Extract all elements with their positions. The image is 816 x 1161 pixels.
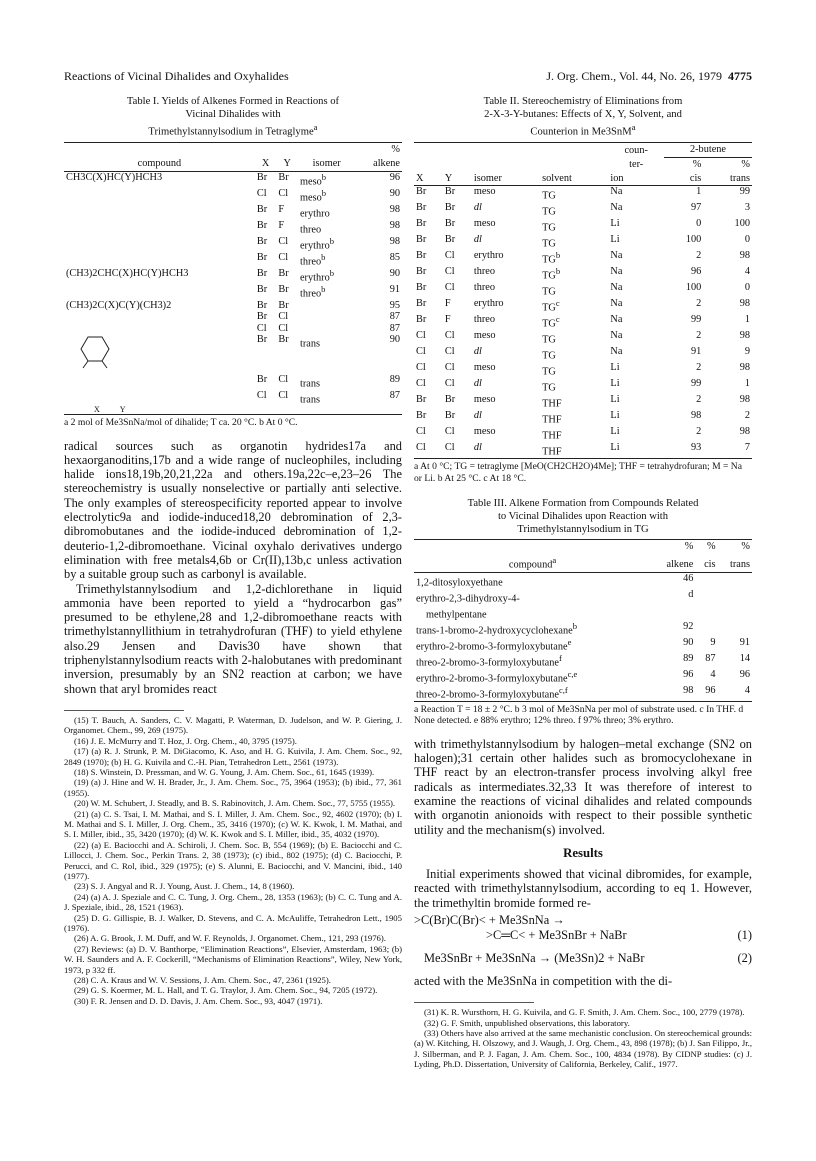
reference-item: (16) J. E. McMurry and T. Hoz, J. Org. Chem., 40, 3795 (1975).: [74, 735, 297, 746]
reference-item: (18) S. Winstein, D. Pressman, and W. G. Young, J. Am. Chem. Soc., 61, 1645 (1939).: [74, 766, 375, 777]
table-row: Br Cl erythro $TG^b$ Na 2 98: [416, 250, 750, 266]
reference-item: (23) S. J. Angyal and R. J. Young, Aust. J. Chem., 14, 8 (1960).: [74, 881, 295, 892]
reference-item: (33) Others have also arrived at the same mechanistic conclusion. On stereochemical grounds: (a) W. Kitching, H. Olszowy, and J. Waugh, J. Org. Chem., 43, 898 (1978); (b) J. San Filippo, Jr., J. Silberman, and P. J. Fagan, J. Am. Chem. Soc., 100, 4834 (1978). By CIDNP studies: (c) J. Lyding, Ph.D. Dissertation, University of California, Berkeley, Calif., 1977.: [414, 1027, 752, 1070]
table-row: threo-2-bromo-3-formyloxybutane$^{c,f}$ 98 96 4: [416, 684, 750, 701]
table1-caption: Table I. Yields of Alkenes Formed in Reactions of Vicinal Dihalides with Trimethylstannylsodium in Tetraglyme$^a$: [126, 96, 340, 138]
table-row: Br Cl erythro$^b$ 98: [256, 235, 400, 251]
table-row: Cl Cl trans 87: [256, 390, 400, 406]
table-row: Br Cl threo $TG^b$ Na 96 4: [416, 266, 750, 282]
reference-item: (32) G. F. Smith, unpublished observations, this laboratory.: [424, 1017, 630, 1028]
references-left: [64, 715, 402, 1006]
table-row: Br F erythro $TG^c$ Na 2 98: [416, 298, 750, 314]
reference-item: (15) T. Bauch, A. Sanders, C. V. Magatti, P. Waterman, D. Judelson, and W. P. Giering, J. Organomet. Chem., 99, 269 (1975).: [64, 714, 402, 736]
cyclohexane-ring-icon: [66, 334, 126, 374]
table-row: Cl Cl 87: [256, 322, 400, 334]
table-row: Br Br meso TG Li 0 100: [416, 218, 750, 234]
table-row: erythro-2,3-dihydroxy-4- d: [416, 588, 694, 605]
reference-item: (21) (a) C. S. Tsai, I. M. Mathai, and S. I. Miller, J. Am. Chem. Soc., 92, 4602 (1970); (b) I. M. Mathai and S. I. Miller, J. Org. Chem., 35, 3416 (1970); (c) W. K. Kwok, I. M. Mathai, and S. I. Miller, ibid., 35, 3420 (1970); (d) W. K. Kwok and S. I. Miller, ibid., 35, 4032 (1970).: [64, 808, 402, 840]
reference-item: (29) G. S. Koermer, M. L. Hall, and T. G. Traylor, J. Am. Chem. Soc., 94, 7205 (1972).: [74, 985, 378, 996]
table-row: Br Br dl TG Na 97 3: [416, 202, 750, 218]
table3-footnote: a Reaction T = 18 ± 2 °C. b 3 mol of Me3SnNa per mol of substrate used. c In THF. d None detected. e 88% erythro; 12% threo. f 97% threo; 3% erythro.: [414, 701, 752, 727]
reference-item: (31) K. R. Wursthorn, H. G. Kuivila, and G. F. Smith, J. Am. Chem. Soc., 100, 2779 (1978).: [424, 1007, 745, 1018]
table-row: Br Br dl TG Li 100 0: [416, 234, 750, 250]
table-row: Br Br trans 90: [64, 334, 402, 374]
footnote-separator: [64, 710, 184, 711]
table-row: Br F threo 98: [256, 219, 400, 235]
table-row: (CH3)2CHC(X)HC(Y)HCH3 Br Br erythro$^b$ 90: [66, 267, 400, 284]
table-row: Cl Cl meso TG Li 2 98: [416, 362, 750, 378]
table-row: Br Br meso TG Na 1 99: [416, 186, 750, 202]
table-row: CH3C(X)HC(Y)HCH3 Br Br meso$^b$ 96: [66, 171, 400, 187]
reference-item: (17) (a) R. J. Strunk, P. M. DiGiacomo, K. Aso, and H. G. Kuivila, J. Am. Chem. Soc., 92, 2849 (1970); (b) H. G. Kuivila and C.-H. Pian, Tetrahedron Lett., 2561 (1973).: [64, 746, 402, 767]
running-header: [64, 69, 752, 87]
table3: % % % compound$^a$ alkene cis trans 1,2-ditosyloxyethane 46 erythro-2,3-dihydroxy-4- d methylpentane trans-1-bromo-2-hydroxycyclohexane$^b$ 92 erythro-2-bromo-3-formyloxybutane$^e$ 90 9 91 threo-2-bromo-3-formyloxybutane$^f$ 89 87 14 erythro-2-bromo-3-formyloxybutane$^{c,e}$ 96 4 96 threo-2-bromo-3-formyloxybutane$^{c,f}$ 98 96 4: [416, 541, 750, 701]
reference-item: (20) W. M. Schubert, J. Steadly, and B. S. Rabinovitch, J. Am. Chem. Soc., 77, 5755 (1955).: [74, 798, 396, 809]
body-paragraph-3: with trimethylstannylsodium by halogen–metal exchange (SN2 on halogen);31 certain other halides such as bromocyclohexane in THF react by an electron-transfer process involving alkyl free radicals as intermediates.32,33 It was therefore of interest to examine the reactions of vicinal dihalides and related compounds with organotin anionoids with respect to their possible synthetic utility and the mechanism(s) involved.: [414, 736, 752, 837]
references-right: [414, 1007, 752, 1069]
table-row: threo-2-bromo-3-formyloxybutane$^f$ 89 87 14: [416, 652, 750, 669]
compound-cell: CH3C(X)HC(Y)HCH3: [66, 171, 163, 183]
table2-caption: Table II. Stereochemistry of Eliminations from 2-X-3-Y-butanes: Effects of X, Y, Solvent, and Counterion in Me3SnM$^a$: [483, 96, 683, 138]
equation-1a: >C(Br)C(Br)< + Me3SnNa →: [414, 912, 565, 927]
reference-item: (27) Reviews: (a) D. V. Banthorpe, “Elimination Reactions”, Elsevier, Amsterdam, 1963; (b) W. H. Saunders and A. F. Cockerill, “Mechanisms of Elimination Reactions”, Wiley, New York, 1973, p 332 ff.: [64, 943, 402, 975]
table-row: methylpentane: [426, 609, 487, 621]
running-title: Reactions of Vicinal Dihalides and Oxyhalides: [64, 69, 289, 83]
body-paragraph-4: Initial experiments showed that vicinal dibromides, for example, reacted with trimethylstannylsodium, according to eq 1. However, the trimethyltin bromide formed re-: [414, 866, 752, 910]
reference-item: (25) D. G. Gillispie, B. J. Walker, D. Stevens, and C. A. McAuliffe, Tetrahedron Lett., 1905 (1976).: [64, 912, 402, 933]
compound-cell: (CH3)2C(X)C(Y)(CH3)2: [66, 299, 172, 311]
table-row: Br Br threo$^b$ 91: [256, 283, 400, 300]
table-row: erythro-2-bromo-3-formyloxybutane$^e$ 90 9 91: [416, 636, 750, 653]
reference-item: (19) (a) J. Hine and W. H. Brader, Jr., J. Am. Chem. Soc., 75, 3964 (1953); (b) ibid., 77, 361 (1955).: [64, 777, 402, 798]
table-row: erythro-2-bromo-3-formyloxybutane$^{c,e}$ 96 4 96: [416, 668, 750, 685]
reference-item: (30) F. R. Jensen and D. D. Davis, J. Am. Chem. Soc., 93, 4047 (1971).: [74, 995, 323, 1006]
ring-label-y: Y: [119, 405, 126, 415]
ring-substituent-row: [64, 406, 402, 414]
table1-footnote: a 2 mol of Me3SnNa/mol of dihalide; T ca. 20 °C. b At 0 °C.: [64, 414, 402, 429]
table-row: Br Br dl THF Li 98 2: [416, 410, 750, 426]
table-row: Cl Cl meso THF Li 2 98: [416, 426, 750, 442]
table-row: Cl Cl meso$^b$ 90: [256, 187, 400, 203]
table-row: Br F threo $TG^c$ Na 99 1: [416, 314, 750, 330]
reference-item: (22) (a) E. Baciocchi and A. Schiroli, J. Chem. Soc. B, 554 (1969); (b) E. Baciocchi and C. Lillocci, J. Chem. Soc., Perkin Trans. 2, 38 (1973); (c) ibid., 802 (1975); (d) C. Baciocchi, P. Perucci, and C. Rol, ibid., 329 (1975); (e) S. Alunni, E. Baciocchi, and V. Mancini, ibid., 140 (1977).: [64, 839, 402, 881]
body-paragraph-1: radical sources such as organotin hydrides17a and hexaorganoditins,17b and a wide range of nucleophiles, including halide ions18,19b,20,21,22a and others.19a,22c–e,23–26 The stereochemistry is usually nonselective or partially anti selective. The only examples of stereospecificity reported appear to involve electrolytic9a and iodide-induced18,20 debromination of 2,3-dibromobutanes and the iodide-induced debromination of 1,2-deuterio-1,2-dibromoethane. Vicinal oxyhalo derivatives undergo elimination with free metals4,6b or Cr(II),13b,c unless activation by a suitable group such as carbonyl is available.: [64, 438, 402, 582]
table-row: Br F erythro 98: [256, 203, 400, 219]
table2: coun- 2-butene ter- % % X Y isomer solvent ion cis trans Br Br meso TG Na 1 99 Br Br dl TG Na 97 3 Br Br meso TG Li 0 100 Br Br dl TG Li 100 0 Br Cl erythro $TG^b$ Na 2 98 Br Cl threo $TG^b$ Na 96 4 Br Cl threo TG Na 100 0 Br F erythro $TG^c$ Na 2 98 Br F threo $TG^c$ Na 99 1 Cl Cl meso TG Na 2 98 Cl Cl dl TG Na 91 9 Cl Cl meso TG Li 2 98 Cl Cl dl TG Li 99 1 Br Br meso THF Li 2 98 Br Br dl THF Li 98 2 Cl Cl meso THF Li 2 98 Cl Cl dl THF Li 93 7: [416, 144, 750, 458]
table2-footnote: a At 0 °C; TG = tetraglyme [MeO(CH2CH2O)4Me]; THF = tetrahydrofuran; M = Na or Li. b At 25 °C. c At 18 °C.: [414, 458, 752, 484]
table-row: trans-1-bromo-2-hydroxycyclohexane$^b$ 92: [416, 620, 694, 637]
table-row: Br Cl threo$^b$ 85: [256, 251, 400, 267]
table-row: Br Cl threo TG Na 100 0: [416, 282, 750, 298]
right-column: [414, 96, 752, 1070]
table-row: Cl Cl dl TG Li 99 1: [416, 378, 750, 394]
table-row: (CH3)2C(X)C(Y)(CH3)2 Br Br 95: [66, 299, 400, 311]
journal-citation: J. Org. Chem., Vol. 44, No. 26, 1979 4775: [546, 69, 752, 83]
reference-item: (28) C. A. Kraus and W. V. Sessions, J. Am. Chem. Soc., 47, 2361 (1925).: [74, 975, 331, 986]
ring-label-x: X: [94, 405, 100, 415]
equation-2: Me3SnBr + Me3SnNa → (Me3Sn)2 + NaBr (2): [424, 950, 752, 965]
table-row: Cl Cl meso TG Na 2 98: [416, 330, 750, 346]
table-row: Br Br meso THF Li 2 98: [416, 394, 750, 410]
footnote-separator-right: [414, 1002, 534, 1003]
body-paragraph-2: Trimethylstannylsodium and 1,2-dichlorethane in liquid ammonia have been reported to yield a “hydrocarbon gas” presumed to be ethylene,28 and 1,2-dibromoethane reacts with trimethylstannyllithium in tetrahydrofuran (THF) to yield ethylene also.29 Jensen and Davis30 have shown that triphenylstannylsodium reacts with 2-halobutanes with predominant inversion, presumably by an SN2 reaction at carbon; we have shown that aryl bromides react: [64, 581, 402, 696]
table-row: 1,2-ditosyloxyethane 46: [416, 572, 694, 589]
table-row: Cl Cl dl TG Na 91 9: [416, 346, 750, 362]
equation-1b: >C═C< + Me3SnBr + NaBr (1): [486, 927, 752, 942]
left-column: [64, 96, 402, 1006]
body-paragraph-5: acted with the Me3SnNa in competition with the di-: [414, 973, 673, 988]
table3-caption: Table III. Alkene Formation from Compounds Related to Vicinal Dihalides upon Reaction with Trimethylstannylsodium in TG: [467, 498, 699, 535]
reference-item: (24) (a) A. J. Speziale and C. C. Tung, J. Org. Chem., 28, 1353 (1963); (b) C. C. Tung and A. J. Speziale, ibid., 28, 1521 (1963).: [64, 891, 402, 913]
table-row: Br Cl trans 89: [256, 374, 400, 390]
compound-cell: (CH3)2CHC(X)HC(Y)HCH3: [66, 267, 189, 279]
section-heading-results: Results: [563, 845, 603, 860]
reference-item: (26) A. G. Brook, J. M. Duff, and W. F. Reynolds, J. Organomet. Chem., 121, 293 (1976).: [74, 933, 386, 944]
table-row: Cl Cl dl THF Li 93 7: [416, 442, 750, 458]
page-number: 4775: [728, 69, 752, 83]
table-row: Br Cl 87: [256, 311, 400, 323]
table1: % compound X Y isomer alkene CH3C(X)HC(Y)HCH3 Br Br meso$^b$ 96 Cl Cl meso$^b$ 90 Br F erythro 98 Br F threo 98 Br Cl erythro$^b$ 98 Br Cl threo$^b$ 85 (CH3)2CHC(X)HC(Y)HCH3 Br Br erythro$^b$ 90 Br Br threo$^b$ 91 (CH3)2C(X)C(Y)(CH3)2 Br Br 95 Br Cl 87 Cl Cl 87 Br Br trans 90 Br Cl trans 89 Cl Cl trans 87 X Y: [66, 144, 400, 415]
